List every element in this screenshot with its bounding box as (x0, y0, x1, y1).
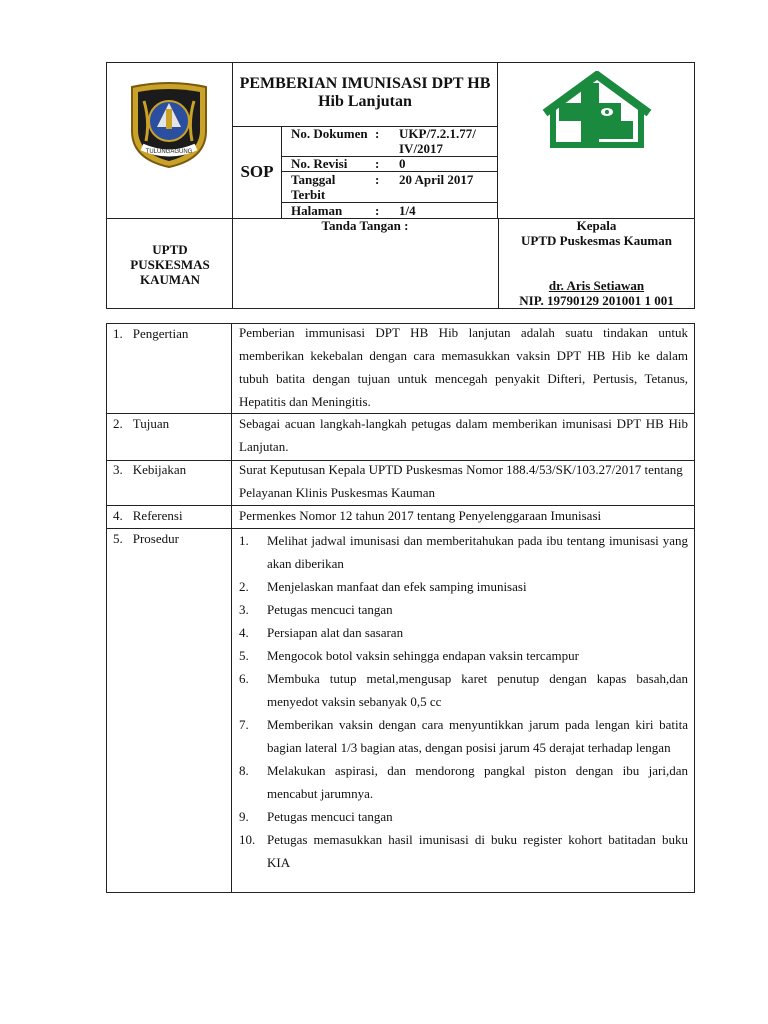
meta-colon: : (375, 172, 380, 187)
step-text: Petugas mencuci tangan (267, 809, 393, 824)
section-label-procedure (113, 531, 179, 546)
head-block (497, 218, 696, 308)
meta-value-revision: 0 (399, 156, 406, 171)
meta-value-issue-date: 20 April 2017 (399, 172, 474, 187)
section-number: 2. (113, 416, 123, 431)
step-number: 2. (239, 579, 249, 594)
divider (231, 324, 232, 893)
document-title: PEMBERIAN IMUNISASI DPT HB Hib Lanjutan (239, 75, 491, 110)
step-number: 6. (239, 671, 249, 686)
organization-name: UPTD PUSKESMAS KAUMAN (130, 241, 210, 287)
section-number: 1. (113, 326, 123, 341)
crest-motto: TULUNGAGUNG (145, 149, 193, 155)
meta-label-page: Halaman (291, 203, 343, 218)
procedure-step (239, 529, 688, 575)
divider (497, 63, 498, 218)
head-title: Kepala (576, 218, 617, 233)
procedure-step (239, 805, 688, 828)
section-label-definition (113, 326, 188, 341)
step-number: 9. (239, 809, 249, 824)
section-label-reference (113, 508, 183, 523)
step-number: 8. (239, 763, 249, 778)
purpose-text: Sebagai acuan langkah-langkah petugas dalam memberikan imunisasi DPT HB Hib Lanjutan. (239, 416, 688, 454)
puskesmas-logo (541, 71, 653, 156)
section-title: Kebijakan (132, 462, 187, 477)
procedure-step (239, 667, 688, 713)
section-title: Referensi (132, 508, 183, 523)
head-organization: UPTD Puskesmas Kauman (521, 233, 672, 248)
section-title: Tujuan (132, 416, 170, 431)
meta-label-doc-number: No. Dokumen (291, 126, 368, 141)
procedure-step (239, 621, 688, 644)
divider (281, 126, 282, 218)
section-number: 3. (113, 462, 123, 477)
procedure-step (239, 575, 688, 598)
section-title: Prosedur (132, 531, 179, 546)
step-text: Petugas memasukkan hasil imunisasi di buku register kohort batitadan buku KIA (267, 832, 688, 870)
step-text: Mengocok botol vaksin sehingga endapan vaksin tercampur (267, 648, 579, 663)
meta-label-issue-date: Tanggal Terbit (291, 172, 336, 202)
section-number: 5. (113, 531, 123, 546)
procedure-step (239, 828, 688, 874)
sop-content-table (106, 323, 695, 893)
step-text: Persiapan alat dan sasaran (267, 625, 404, 640)
step-number: 10. (239, 832, 256, 847)
procedure-steps (239, 529, 688, 874)
step-text: Menjelaskan manfaat dan efek samping imunisasi (267, 579, 527, 594)
step-number: 7. (239, 717, 249, 732)
head-name: dr. Aris Setiawan (548, 278, 645, 293)
meta-colon: : (375, 156, 380, 171)
procedure-step (239, 713, 688, 759)
policy-text: Surat Keputusan Kepala UPTD Puskesmas Nomor 188.4/53/SK/103.27/2017 tentang Pelayanan Klinis Puskesmas Kauman (239, 462, 683, 500)
step-number: 3. (239, 602, 249, 617)
procedure-step (239, 644, 688, 667)
step-text: Melakukan aspirasi, dan mendorong pangkal piston dengan ibu jari,dan mencabut jarumnya. (267, 763, 688, 801)
step-number: 4. (239, 625, 249, 640)
step-text: Memberikan vaksin dengan cara menyuntikkan jarum pada lengan kiri batita bagian lateral 1/3 bagian atas, dengan posisi jarum 45 derajat terhadap lengan (267, 717, 688, 755)
step-text: Petugas mencuci tangan (267, 602, 393, 617)
head-nip: NIP. 19790129 201001 1 001 (519, 293, 674, 308)
meta-colon: : (375, 203, 380, 218)
meta-value-doc-number: UKP/7.2.1.77/ IV/2017 (399, 126, 476, 156)
meta-value-page: 1/4 (399, 203, 416, 218)
regional-crest-logo (126, 81, 212, 174)
sop-header-table (106, 62, 695, 309)
signature-label: Tanda Tangan : (321, 218, 409, 233)
section-title: Pengertian (132, 326, 189, 341)
step-number: 1. (239, 533, 249, 548)
meta-label-revision: No. Revisi (291, 156, 348, 171)
definition-text: Pemberian immunisasi DPT HB Hib lanjutan adalah suatu tindakan untuk memberikan kekebalan dengan cara memasukkan vaksin DPT HB Hib ke dalam tubuh batita dengan tujuan untuk mencegah penyakit Difteri, Pertusis, Tetanus, Hepatitis dan Meningitis. (239, 325, 688, 409)
section-number: 4. (113, 508, 123, 523)
meta-colon: : (375, 126, 380, 141)
step-number: 5. (239, 648, 249, 663)
procedure-step (239, 759, 688, 805)
step-text: Melihat jadwal imunisasi dan memberitahukan pada ibu tentang imunisasi yang akan diberikan (267, 533, 688, 571)
procedure-step (239, 598, 688, 621)
section-label-purpose (113, 416, 169, 431)
step-text: Membuka tutup metal,mengusap karet penutup dengan kapas basah,dan menyedot vaksin sebanyak 0,5 cc (267, 671, 688, 709)
reference-text: Permenkes Nomor 12 tahun 2017 tentang Penyelenggaraan Imunisasi (239, 508, 602, 523)
section-label-policy (113, 462, 186, 477)
sop-label: SOP (240, 162, 274, 181)
